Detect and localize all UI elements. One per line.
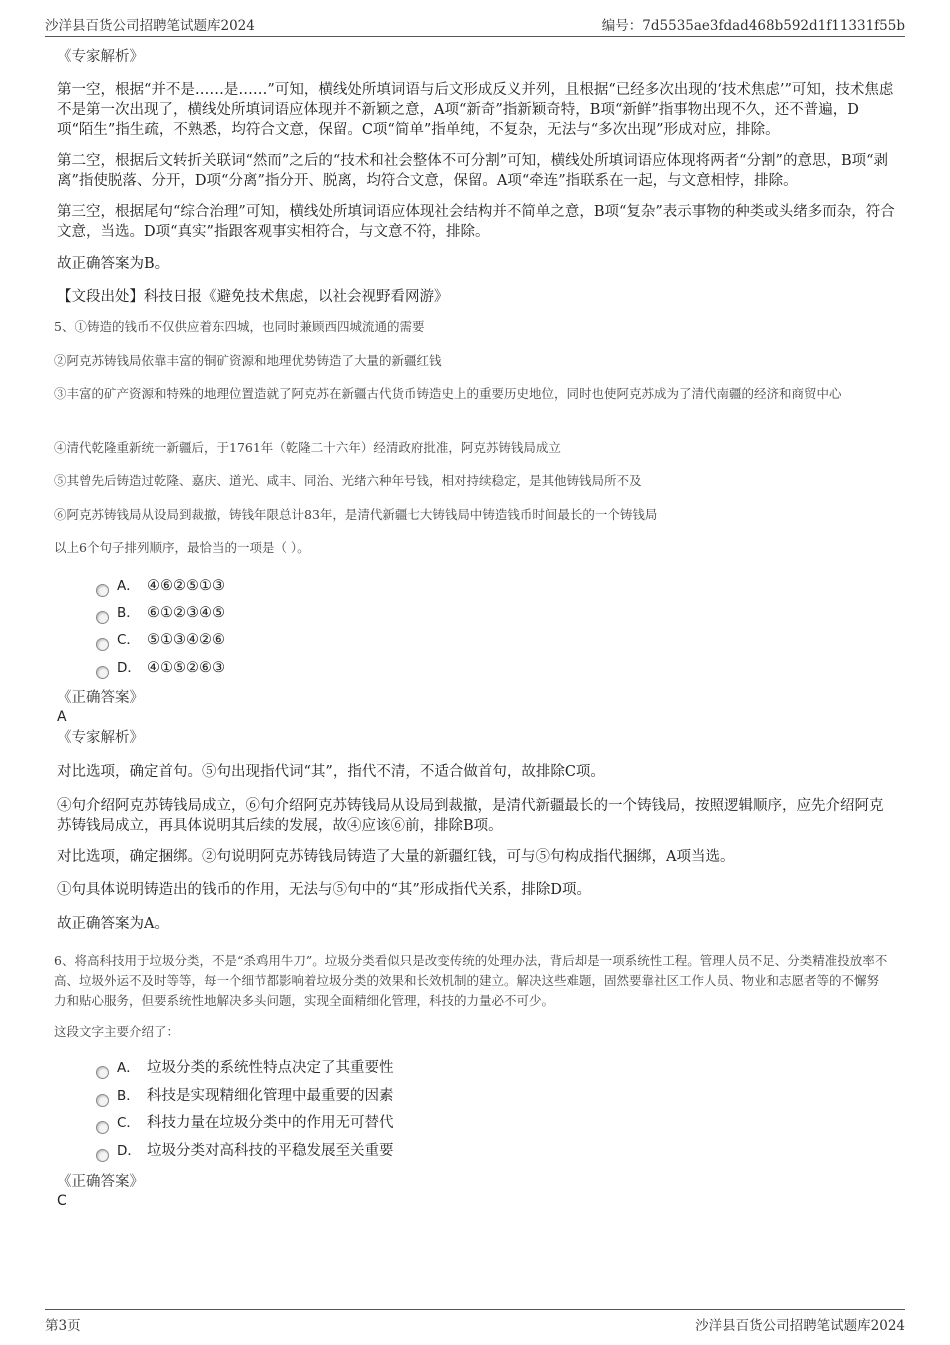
page-footer <box>45 1309 905 1336</box>
q5-sentence-4: ④清代乾隆重新统一新疆后，于1761年（乾隆二十六年）经清政府批准，阿克苏铸钱局成立 <box>54 440 561 455</box>
q5-analysis-4: ①句具体说明铸造出的钱币的作用，无法与⑤句中的“其”形成指代关系，排除D项。 <box>57 882 591 898</box>
q5-sentence-1: 5、①铸造的钱币不仅供应着东四城，也同时兼顾西四城流通的需要 <box>54 319 425 334</box>
q5-conclusion: 故正确答案为A。 <box>57 916 169 932</box>
radio-button-icon[interactable] <box>96 638 109 651</box>
q6-answer: C <box>57 1193 67 1209</box>
q5-sentence-5: ⑤其曾先后铸造过乾隆、嘉庆、道光、咸丰、同治、光绪六种年号钱，相对持续稳定，是其他铸钱局所不及 <box>54 473 642 488</box>
analysis-conclusion: 故正确答案为B。 <box>57 256 170 272</box>
radio-button-icon[interactable] <box>96 666 109 679</box>
radio-button-icon[interactable] <box>96 1094 109 1107</box>
header-title: 沙洋县百货公司招聘笔试题库2024 <box>45 18 255 34</box>
q5-analysis-2: ④句介绍阿克苏铸钱局成立，⑥句介绍阿克苏铸钱局从设局到裁撤，是清代新疆最长的一个铸钱局，按照逻辑顺序，应先介绍阿克苏铸钱局成立，再具体说明其后续的发展，故④应该⑥前，排除B项。 <box>57 798 884 834</box>
q5-analysis-1: 对比选项，确定首句。⑤句出现指代词“其”，指代不清，不适合做首句，故排除C项。 <box>57 764 605 780</box>
q5-answer-label: 《正确答案》 <box>57 690 144 706</box>
page-number: 第3页 <box>45 1318 81 1334</box>
radio-button-icon[interactable] <box>96 1066 109 1079</box>
q5-sentence-6: ⑥阿克苏铸钱局从设局到裁撤，铸钱年限总计83年，是清代新疆七大铸钱局中铸造钱币时间最长的一个铸钱局 <box>54 507 658 522</box>
q6-option-d[interactable]: D． 垃圾分类对高科技的平稳发展至关重要 <box>96 1141 394 1161</box>
radio-button-icon[interactable] <box>96 1121 109 1134</box>
analysis-paragraph-3: 第三空，根据尾句“综合治理”可知，横线处所填词语应体现社会结构并不简单之意，B项“复杂”表示事物的种类或头绪多而杂，符合文意，当选。D项“真实”指跟客观事实相符合，与文意不符，排除。 <box>57 204 895 240</box>
q6-option-a[interactable]: A． 垃圾分类的系统性特点决定了其重要性 <box>96 1058 394 1078</box>
page-header <box>45 14 905 37</box>
q6-passage: 6、将高科技用于垃圾分类，不是“杀鸡用牛刀”。垃圾分类看似只是改变传统的处理办法，背后却是一项系统性工程。管理人员不足、分类精准投放率不高、垃圾外运不及时等等，每一个细节都影响着垃圾分类的效果和长效机制的建立。解决这些难题，固然要靠社区工作人员、物业和志愿者等的不懈努力和贴心服务，但要系统性地解决多头问题，实现全面精细化管理，科技的力量必不可少。 <box>54 953 888 1008</box>
q5-option-b[interactable]: B． ⑥①②③④⑤ <box>96 603 225 623</box>
q5-option-a[interactable]: A． ④⑥②⑤①③ <box>96 576 225 596</box>
radio-button-icon[interactable] <box>96 1149 109 1162</box>
q5-answer: A <box>57 709 67 725</box>
analysis-paragraph-2: 第二空，根据后文转折关联词“然而”之后的“技术和社会整体不可分割”可知，横线处所填词语应体现将两者“分割”的意思，B项“剥离”指使脱落、分开，D项“分离”指分开、脱离，均符合文意，保留。A项“牵连”指联系在一起，与文意相悖，排除。 <box>57 153 889 189</box>
passage-source: 【文段出处】科技日报《避免技术焦虑，以社会视野看网游》 <box>57 289 449 305</box>
analysis-paragraph-1: 第一空，根据“并不是……是……”可知，横线处所填词语与后文形成反义并列，且根据“已经多次出现的‘技术焦虑’”可知，技术焦虑不是第一次出现了，横线处所填词语应体现并不新颖之意，A项“新奇”指新颖奇特，B项“新鲜”指事物出现不久，还不普遍，D项“陌生”指生疏，不熟悉，均符合文意，保留。C项“简单”指单纯，不复杂，无法与“多次出现”形成对应，排除。 <box>57 82 894 138</box>
radio-button-icon[interactable] <box>96 611 109 624</box>
header-serial: 编号：7d5535ae3fdad468b592d1f11331f55b <box>601 18 905 34</box>
q5-option-d[interactable]: D． ④①⑤②⑥③ <box>96 658 225 678</box>
expert-analysis-label: 《专家解析》 <box>57 49 144 65</box>
q6-answer-label: 《正确答案》 <box>57 1174 144 1190</box>
q6-option-c[interactable]: C． 科技力量在垃圾分类中的作用无可替代 <box>96 1113 394 1133</box>
q5-analysis-3: 对比选项，确定捆绑。②句说明阿克苏铸钱局铸造了大量的新疆红钱，可与⑤句构成指代捆绑，A项当选。 <box>57 849 735 865</box>
q6-prompt: 这段文字主要介绍了： <box>54 1024 180 1039</box>
q5-prompt: 以上6个句子排列顺序，最恰当的一项是（ ）。 <box>54 540 310 555</box>
q5-sentence-3: ③丰富的矿产资源和特殊的地理位置造就了阿克苏在新疆古代货币铸造史上的重要历史地位，同时也使阿克苏成为了清代南疆的经济和商贸中心 <box>54 386 842 401</box>
q5-expert-label: 《专家解析》 <box>57 730 144 746</box>
q5-sentence-2: ②阿克苏铸钱局依靠丰富的铜矿资源和地理优势铸造了大量的新疆红钱 <box>54 353 442 368</box>
q6-option-b[interactable]: B． 科技是实现精细化管理中最重要的因素 <box>96 1086 394 1106</box>
q5-option-c[interactable]: C． ⑤①③④②⑥ <box>96 630 225 650</box>
radio-button-icon[interactable] <box>96 584 109 597</box>
footer-title: 沙洋县百货公司招聘笔试题库2024 <box>695 1318 905 1334</box>
